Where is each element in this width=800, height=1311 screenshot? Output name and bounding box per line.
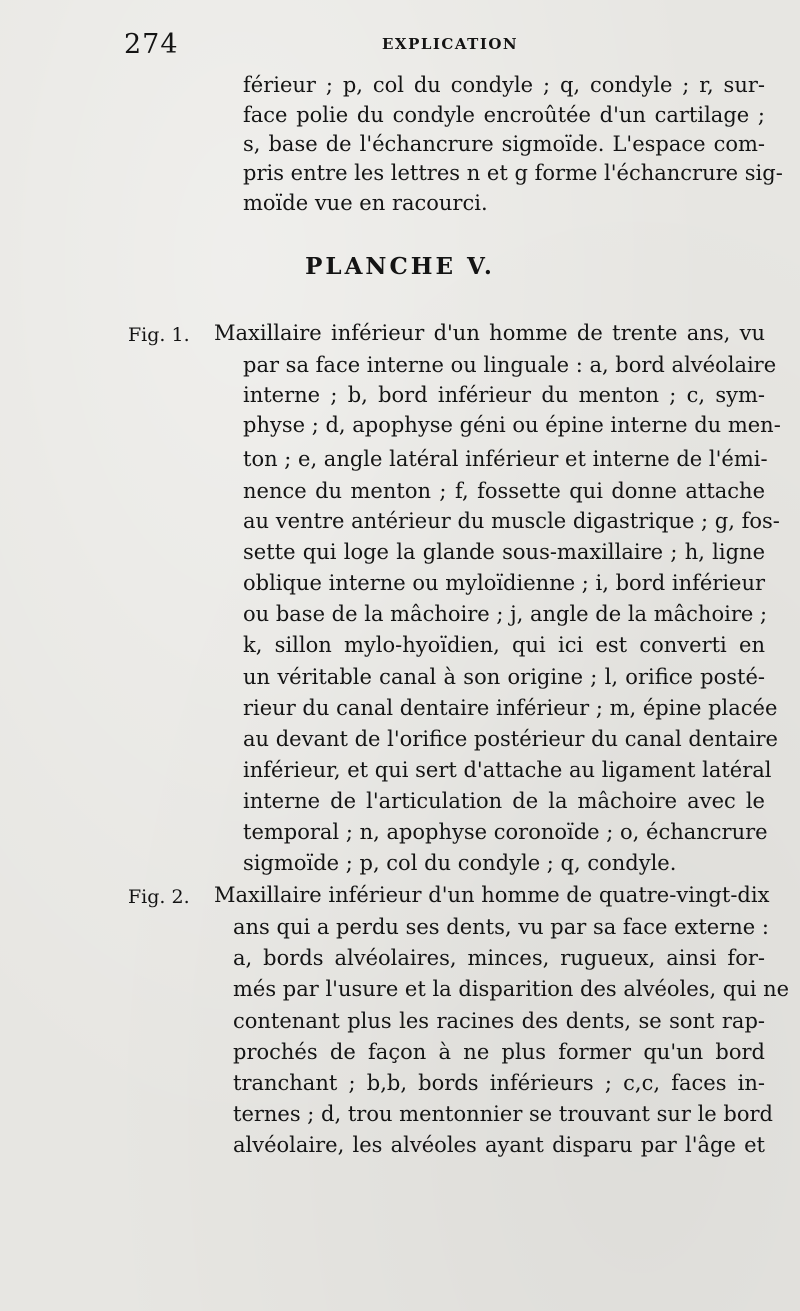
text-line: més par l'usure et la disparition des alvéoles, qui ne (233, 977, 790, 1001)
text-line: ternes ; d, trou mentonnier se trouvant sur le bord (233, 1102, 773, 1126)
text-line: Maxillaire inférieur d'un homme de quatre-vingt-dix (214, 883, 770, 907)
text-line: ton ; e, angle latéral inférieur et interne de l'émi- (243, 447, 768, 471)
text-line: s, base de l'échancrure sigmoïde. L'espace com- (243, 132, 765, 156)
text-line: au ventre antérieur du muscle digastrique ; g, fos- (243, 509, 780, 533)
running-head: EXPLICATION (382, 35, 519, 53)
text-line: inférieur, et qui sert d'attache au ligament latéral (243, 758, 772, 782)
text-line: k, sillon mylo-hyoïdien, qui ici est converti en (243, 633, 765, 657)
text-line: ans qui a perdu ses dents, vu par sa face externe : (233, 915, 769, 939)
text-line: sette qui loge la glande sous-maxillaire ; h, ligne (243, 540, 765, 564)
plate-title: PLANCHE V. (305, 253, 495, 280)
text-line: férieur ; p, col du condyle ; q, condyle ; r, sur- (243, 73, 765, 97)
text-line: interne de l'articulation de la mâchoire avec le (243, 789, 765, 813)
text-line: ou base de la mâchoire ; j, angle de la mâchoire ; (243, 602, 768, 626)
text-line: un véritable canal à son origine ; l, orifice posté- (243, 665, 765, 689)
text-line: oblique interne ou myloïdienne ; i, bord inférieur (243, 571, 766, 595)
text-line: a, bords alvéolaires, minces, rugueux, ainsi for- (233, 946, 765, 970)
text-line: sigmoïde ; p, col du condyle ; q, condyle. (243, 851, 677, 875)
text-line: contenant plus les racines des dents, se sont rap- (233, 1009, 765, 1033)
text-line: pris entre les lettres n et g forme l'échancrure sig- (243, 161, 783, 185)
page-number: 274 (124, 29, 179, 60)
text-line: rieur du canal dentaire inférieur ; m, épine placée (243, 696, 778, 720)
text-line: face polie du condyle encroûtée d'un cartilage ; (243, 103, 765, 127)
text-line: au devant de l'orifice postérieur du canal dentaire (243, 727, 778, 751)
text-line: interne ; b, bord inférieur du menton ; c, sym- (243, 383, 765, 407)
figure-label: Fig. 2. (128, 886, 190, 908)
text-line: tranchant ; b,b, bords inférieurs ; c,c, faces in- (233, 1071, 765, 1095)
text-line: moïde vue en racourci. (243, 191, 488, 215)
text-line: alvéolaire, les alvéoles ayant disparu par l'âge et (233, 1133, 765, 1157)
text-line: nence du menton ; f, fossette qui donne attache (243, 479, 765, 503)
text-line: par sa face interne ou linguale : a, bord alvéolaire (243, 353, 777, 377)
text-line: temporal ; n, apophyse coronoïde ; o, échancrure (243, 820, 768, 844)
text-line: prochés de façon à ne plus former qu'un bord (233, 1040, 765, 1064)
page-header (0, 30, 800, 60)
figure-label: Fig. 1. (128, 324, 190, 346)
text-line: Maxillaire inférieur d'un homme de trente ans, vu (214, 321, 765, 345)
text-line: physe ; d, apophyse géni ou épine interne du men- (243, 413, 781, 437)
